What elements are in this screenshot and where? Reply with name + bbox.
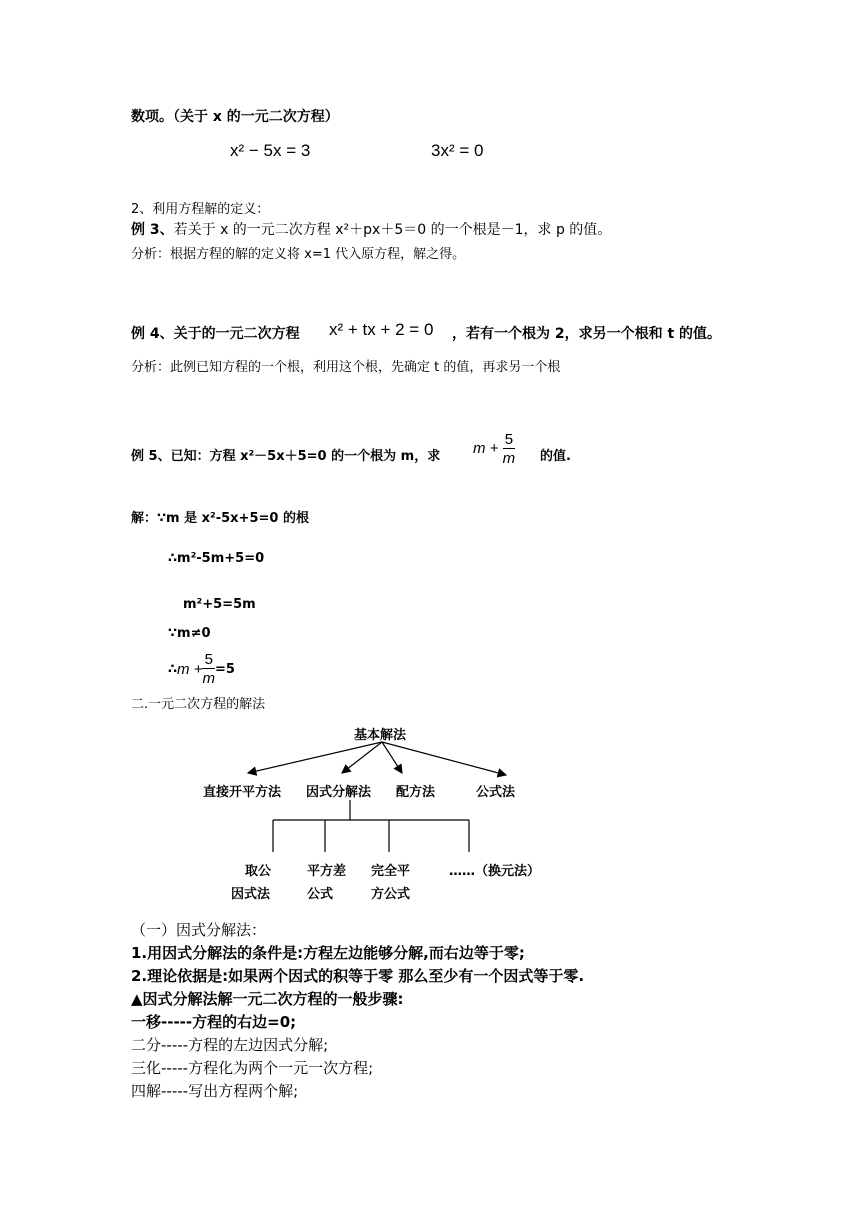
factor-step-1: 一移-----方程的右边=0;: [131, 1013, 297, 1031]
solution-line-5-den: m: [202, 670, 215, 687]
solution-line-5-m: m +: [177, 660, 203, 678]
tree-sub-3-line-1: 完全平: [371, 864, 411, 879]
solution-line-4: ∵m≠0: [168, 626, 211, 641]
solution-line-5-suffix: =5: [214, 661, 235, 677]
equation-a: x² − 5x = 3: [230, 141, 311, 160]
example-5-frac-prefix: m +: [473, 439, 499, 457]
solution-line-5-num: 5: [202, 652, 215, 669]
example-4-text-before: 关于的一元二次方程: [173, 326, 300, 342]
equation-b: 3x² = 0: [431, 141, 484, 160]
tree-sub-1-line-2: 因式法: [231, 887, 271, 902]
solution-line-2: ∴m²-5m+5=0: [168, 551, 265, 566]
example-3-analysis: 分析：根据方程的解的定义将 x=1 代入原方程，解之得。: [131, 247, 466, 262]
tree-root: 基本解法: [354, 728, 407, 743]
solution-line-3: m²+5=5m: [183, 597, 256, 612]
factor-steps-title: ▲因式分解法解一元二次方程的一般步骤:: [131, 990, 404, 1008]
example-4-text-after: ，若有一个根为 2，求另一个根和 t 的值。: [452, 326, 722, 342]
example-3-text: 若关于 x 的一元二次方程 x²＋px＋5＝0 的一个根是－1，求 p 的值。: [173, 222, 612, 238]
solution-line-5-prefix: ∴: [168, 661, 178, 677]
factor-basis: 2.理论依据是:如果两个因式的积等于零 那么至少有一个因式等于零.: [131, 967, 585, 985]
tree-child-factoring: 因式分解法: [306, 785, 372, 800]
example-5-text-after: 的值.: [540, 449, 571, 464]
factor-condition: 1.用因式分解法的条件是:方程左边能够分解,而右边等于零;: [131, 944, 525, 962]
example-5-frac-den: m: [502, 450, 516, 467]
example-5-frac-num: 5: [503, 432, 516, 449]
part2-heading: 二.一元二次方程的解法: [131, 697, 266, 712]
factor-step-2: 二分-----方程的左边因式分解;: [131, 1036, 329, 1054]
tree-sub-2-line-1: 平方差: [307, 864, 347, 879]
factor-step-4: 四解-----写出方程两个解;: [131, 1082, 299, 1100]
example-4-label: 例 4、: [131, 326, 174, 342]
example-4-analysis: 分析：此例已知方程的一个根，利用这个根，先确定 t 的值，再求另一个根: [131, 360, 561, 375]
example-5-text-before: 已知：方程 x²－5x＋5=0 的一个根为 m，求: [170, 449, 441, 464]
section2-heading: 2、利用方程解的定义：: [131, 202, 270, 217]
tree-child-formula: 公式法: [476, 785, 516, 800]
example-4-equation: x² + tx + 2 = 0: [329, 320, 434, 339]
tree-sub-3-line-2: 方公式: [371, 887, 411, 902]
tree-sub-4-line-1: ……（换元法）: [449, 864, 541, 879]
factor-step-3: 三化-----方程化为两个一元一次方程;: [131, 1059, 374, 1077]
intro-line: 数项。（关于 x 的一元二次方程）: [131, 109, 339, 125]
example-5-label: 例 5、: [131, 449, 171, 464]
tree-sub-2-line-2: 公式: [307, 887, 334, 902]
solution-line-1: 解：∵m 是 x²-5x+5=0 的根: [131, 511, 309, 526]
tree-sub-1-line-1: 取公: [245, 864, 272, 879]
factor-heading: （一）因式分解法：: [131, 921, 267, 939]
example-3-label: 例 3、: [131, 222, 174, 238]
tree-child-direct-root: 直接开平方法: [203, 785, 282, 800]
tree-child-completing-square: 配方法: [396, 785, 436, 800]
